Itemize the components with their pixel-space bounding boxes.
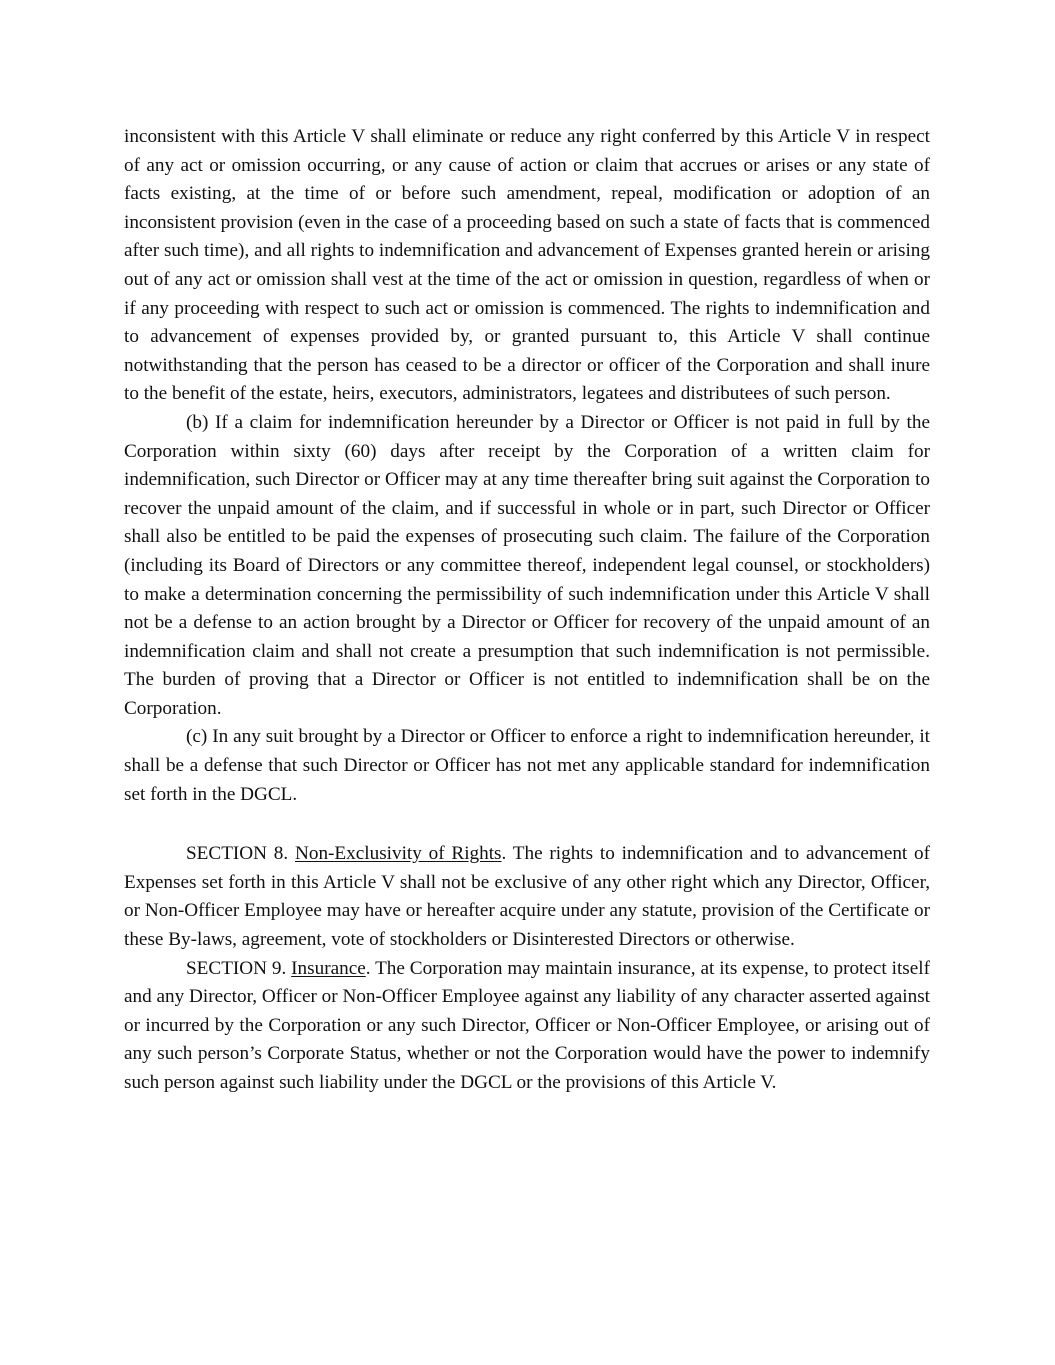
- document-page: [124, 123, 930, 1098]
- section-9-label: SECTION 9.: [186, 957, 287, 979]
- section-8-period: .: [501, 843, 507, 865]
- section-8-heading: Non-Exclusivity of Rights: [295, 843, 502, 865]
- paragraph-b: (b) If a claim for indemnification hereunder by a Director or Officer is not paid in full by the Corporation within sixty (60) days after receipt by the Corporation of a written claim for indemnification, such Director or Officer may at any time thereafter bring suit against the Corporation to recover the unpaid amount of the claim, and if successful in whole or in part, such Director or Officer shall also be entitled to be paid the expenses of prosecuting such claim. The failure of the Corporation (including its Board of Directors or any committee thereof, independent legal counsel, or stockholders) to make a determination concerning the permissibility of such indemnification under this Article V shall not be a defense to an action brought by a Director or Officer for recovery of the unpaid amount of an indemnification claim and shall not create a presumption that such indemnification is not permissible. The burden of proving that a Director or Officer is not entitled to indemnification shall be on the Corporation.: [124, 411, 930, 719]
- section-9-heading: Insurance: [291, 957, 366, 979]
- section-9: [124, 955, 930, 1098]
- paragraph-c: (c) In any suit brought by a Director or Officer to enforce a right to indemnification hereunder, it shall be a defense that such Director or Officer has not met any applicable standard for indemnification set forth in the DGCL.: [124, 726, 930, 805]
- section-9-period: .: [365, 957, 371, 979]
- section-8-label: SECTION 8.: [186, 843, 289, 865]
- section-8: [124, 840, 930, 954]
- paragraph-continued: inconsistent with this Article V shall eliminate or reduce any right conferred by this Article V in respect of any act or omission occurring, or any cause of action or claim that accrues or arises or any state of facts existing, at the time of or before such amendment, repeal, modification or adoption of an inconsistent provision (even in the case of a proceeding based on such a state of facts that is commenced after such time), and all rights to indemnification and advancement of Expenses granted herein or arising out of any act or omission shall vest at the time of the act or omission in question, regardless of when or if any proceeding with respect to such act or omission is commenced. The rights to indemnification and to advancement of expenses provided by, or granted pursuant to, this Article V shall continue notwithstanding that the person has ceased to be a director or officer of the Corporation and shall inure to the benefit of the estate, heirs, executors, administrators, legatees and distributees of such person.: [124, 126, 930, 405]
- section-8-body: The rights to indemnification and to advancement of Expenses set forth in this Article V shall not be exclusive of any other right which any Director, Officer, or Non-Officer Employee may have or hereafter acquire under any statute, provision of the Certificate or these By-laws, agreement, vote of stockholders or Disinterested Directors or otherwise.: [124, 843, 931, 951]
- section-9-body: The Corporation may maintain insurance, at its expense, to protect itself and any Director, Officer or Non-Officer Employee against any liability of any character asserted against or incurred by the Corporation or any such Director, Officer or Non-Officer Employee, or arising out of any such person’s Corporate Status, whether or not the Corporation would have the power to indemnify such person against such liability under the DGCL or the provisions of this Article V.: [124, 957, 930, 1093]
